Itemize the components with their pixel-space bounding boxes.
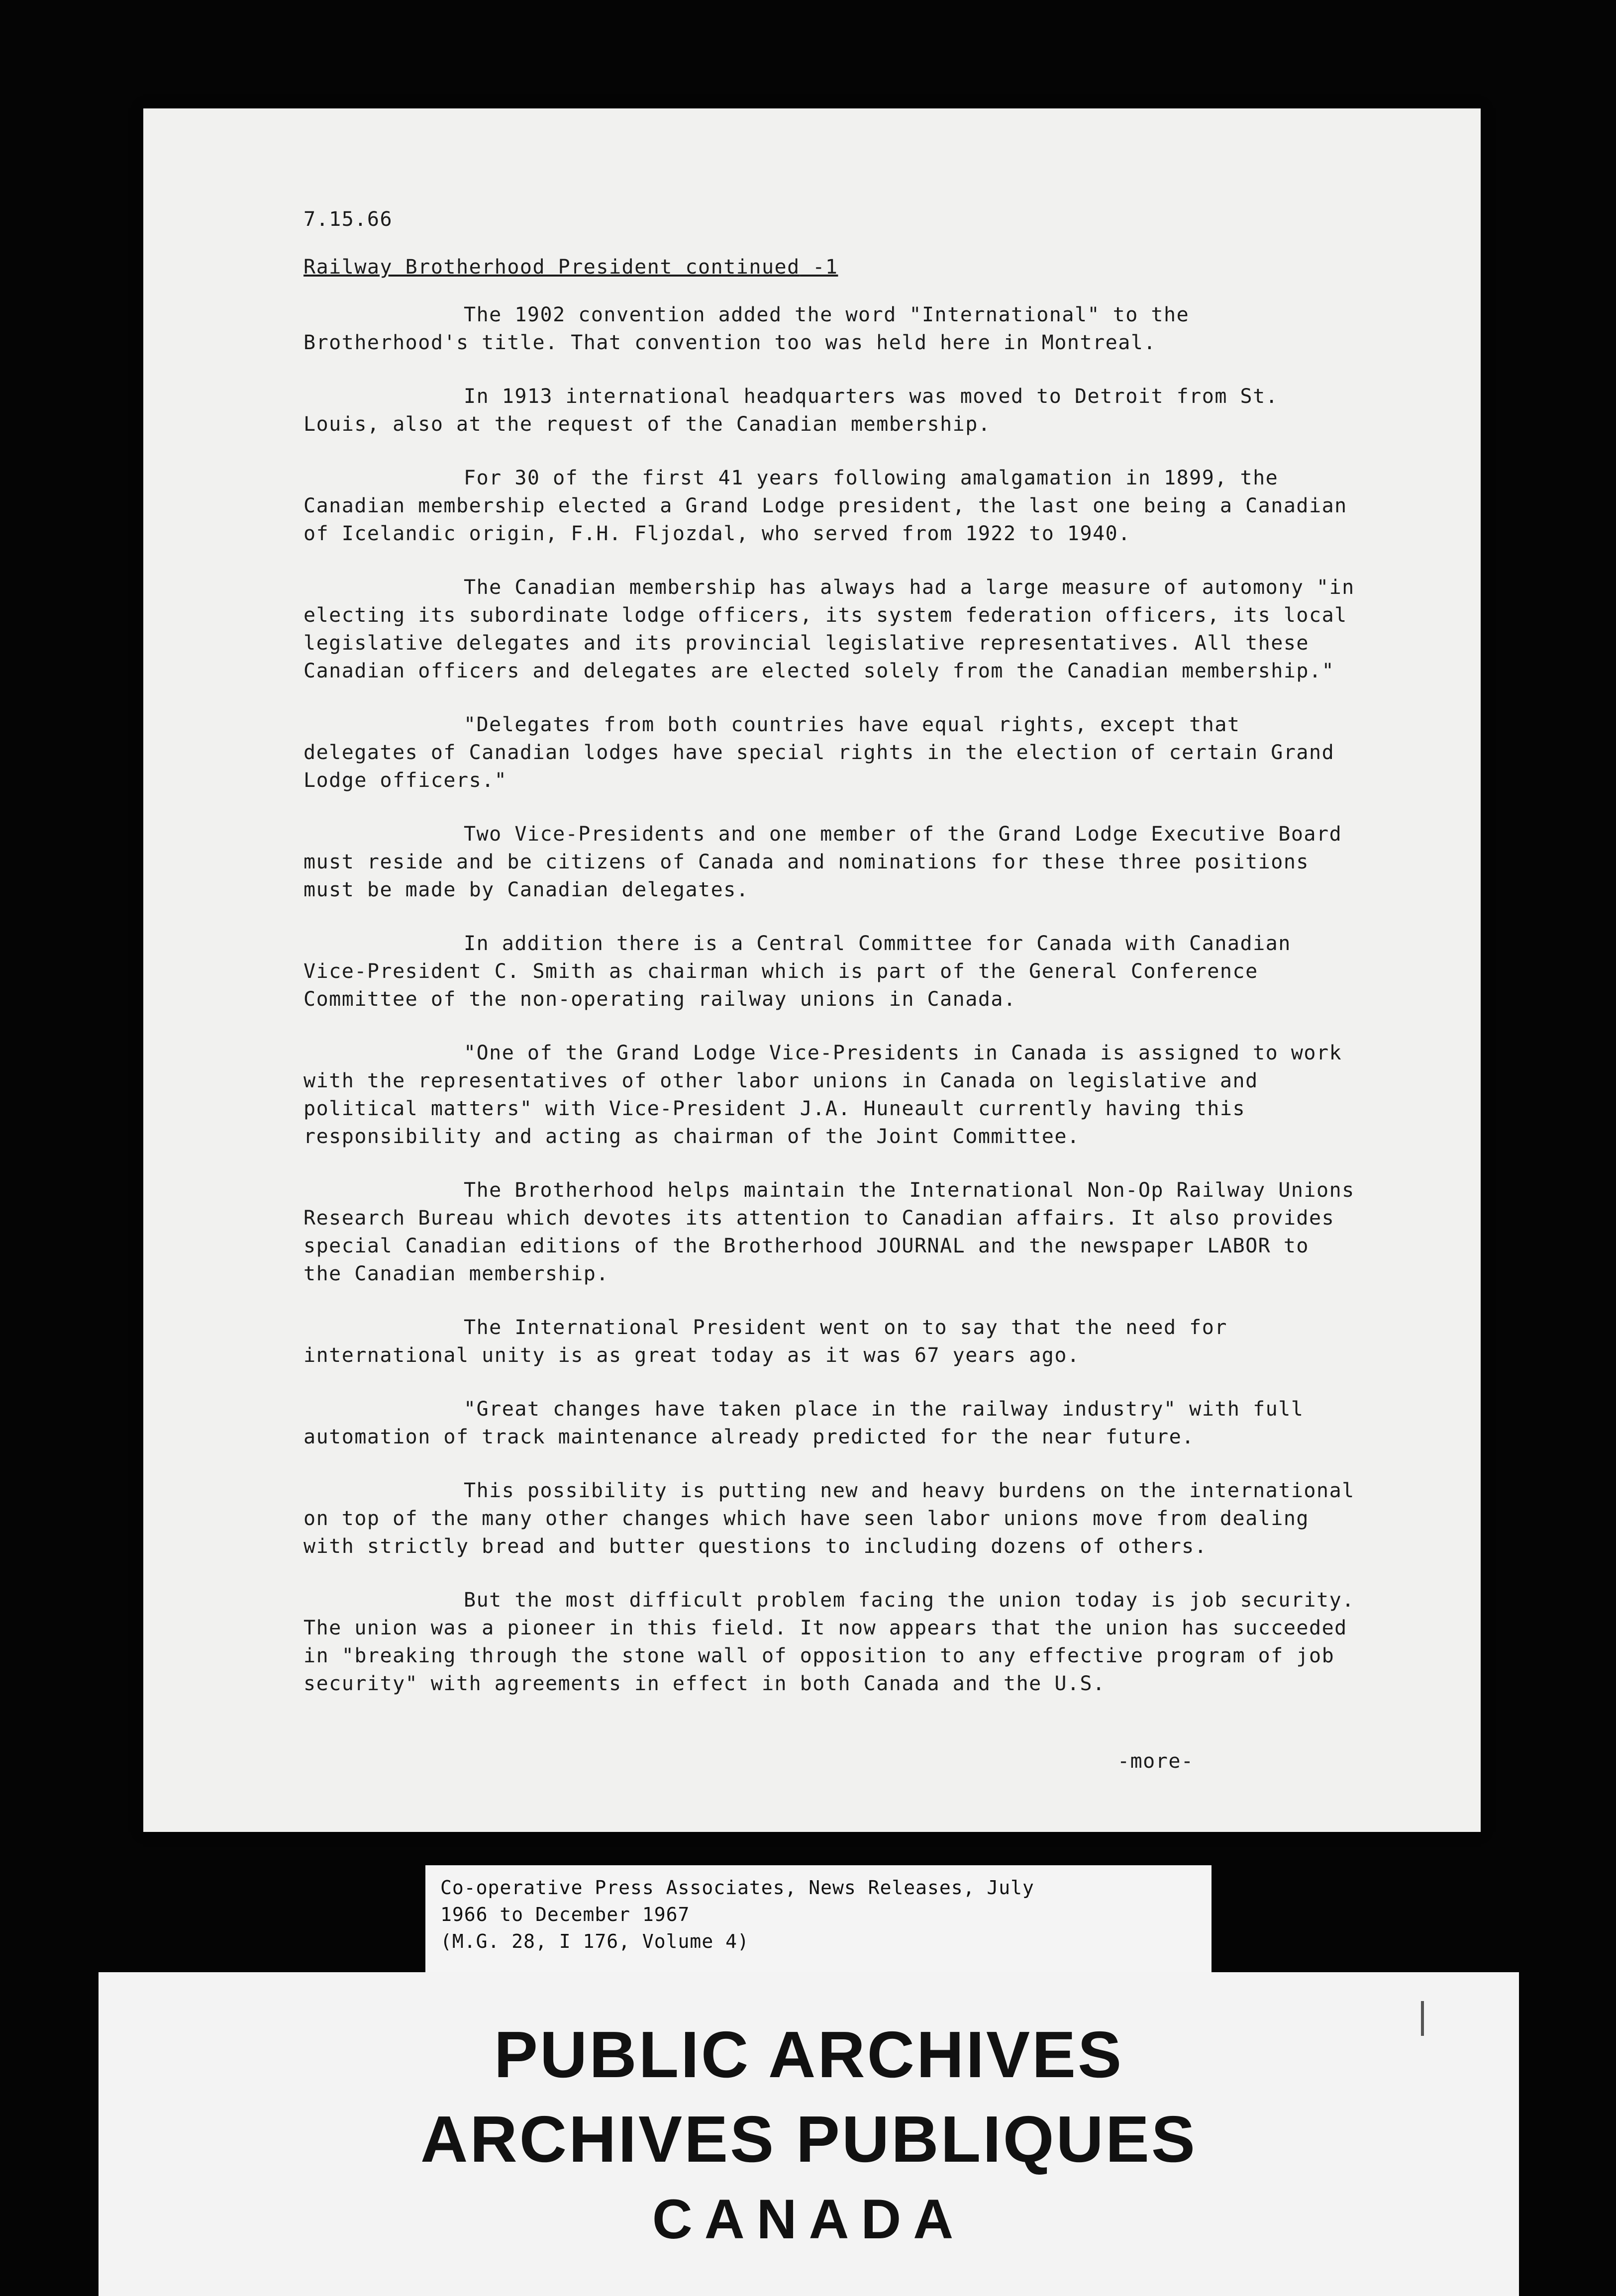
paragraph: The Brotherhood helps maintain the International Non-Op Railway Unions Research Bureau which devotes its attention to Canadian affairs. It also provides special Canadian editions of the Brotherhood JOURNAL and the newspaper LABOR to the Canadian membership. xyxy=(303,1179,1355,1285)
paragraph: But the most difficult problem facing the union today is job security. The union was a pioneer in this field. It now appears that the union has succeeded in "breaking through the stone wall of opposition to any effective program of job security" with agreements in effect in both Canada and the U.S. xyxy=(303,1589,1355,1695)
paragraph: In 1913 international headquarters was moved to Detroit from St. Louis, also at the request of the Canadian membership. xyxy=(303,385,1279,436)
paragraph: For 30 of the first 41 years following amalgamation in 1899, the Canadian membership elected a Grand Lodge president, the last one being a Canadian of Icelandic origin, F.H. Fljozdal, who served from 1922 to 1940. xyxy=(303,467,1347,545)
archive-label-french: ARCHIVES PUBLIQUES xyxy=(420,2103,1197,2176)
paragraph: The International President went on to say that the need for international unity is as great today as it was 67 years ago. xyxy=(303,1316,1227,1367)
paragraph: This possibility is putting new and heavy burdens on the international on top of the many other changes which have seen labor unions move from dealing with strictly bread and butter questions to including dozens of others. xyxy=(303,1479,1355,1558)
heading-title: Railway Brotherhood President continued xyxy=(303,256,800,279)
paragraph: "Delegates from both countries have equal rights, except that delegates of Canadian lodges have special rights in the election of certain Grand Lodge officers." xyxy=(303,713,1335,792)
paragraph: Two Vice-Presidents and one member of the Grand Lodge Executive Board must reside and be citizens of Canada and nominations for these three positions must be made by Canadian delegates. xyxy=(303,823,1342,901)
caption-line: Co-operative Press Associates, News Releases, July xyxy=(440,1877,1034,1899)
document-page xyxy=(143,108,1481,1832)
source-caption-card xyxy=(425,1865,1212,1980)
caption-line: (M.G. 28, I 176, Volume 4) xyxy=(440,1930,749,1952)
continuation-marker: -more- xyxy=(1117,1750,1194,1773)
paragraph: The Canadian membership has always had a large measure of automony "in electing its subordinate lodge officers, its system federation officers, its local legislative delegates and its provincial legislative representatives. All these Canadian officers and delegates are elected solely from the Canadian membership." xyxy=(303,576,1355,682)
caption-line: 1966 to December 1967 xyxy=(440,1904,690,1925)
document-body xyxy=(303,205,1358,1723)
paragraph: In addition there is a Central Committee for Canada with Canadian Vice-President C. Smith as chairman which is part of the General Conference Committee of the non-operating railway unions in Canada. xyxy=(303,932,1291,1011)
paragraph: The 1902 convention added the word "International" to the Brotherhood's title. That convention too was held here in Montreal. xyxy=(303,303,1190,354)
archive-label-country: CANADA xyxy=(652,2188,966,2250)
paragraph: "Great changes have taken place in the railway industry" with full automation of track maintenance already predicted for the near future. xyxy=(303,1398,1304,1448)
archive-label-english: PUBLIC ARCHIVES xyxy=(494,2018,1124,2091)
paragraph: "One of the Grand Lodge Vice-Presidents in Canada is assigned to work with the representatives of other labor unions in Canada on legislative and political matters" with Vice-President J.A. Huneault currently having this responsibility and acting as chairman of the Joint Committee. xyxy=(303,1042,1342,1148)
document-date: 7.15.66 xyxy=(303,208,393,231)
document-heading xyxy=(303,253,1358,281)
scratch-mark xyxy=(1421,2001,1424,2036)
archive-label-card xyxy=(99,1972,1519,2296)
heading-page-number: -1 xyxy=(800,256,838,279)
